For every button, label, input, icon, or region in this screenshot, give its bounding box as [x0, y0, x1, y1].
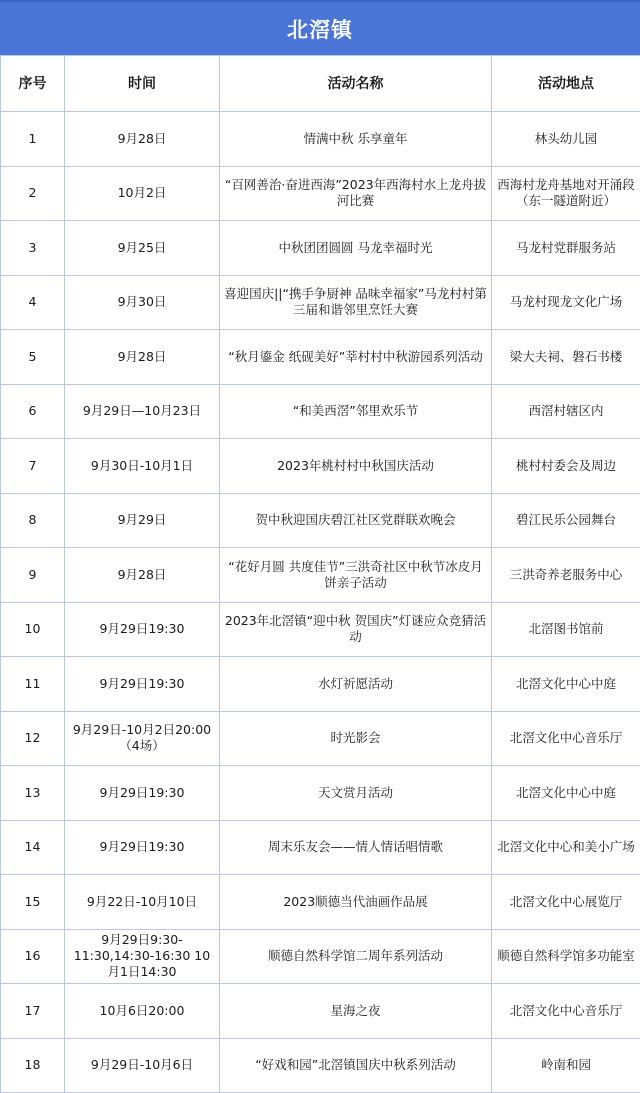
cell-name: 周末乐友会——情人情话唱情歌: [220, 820, 492, 875]
cell-time: 10月2日: [65, 166, 220, 221]
cell-time: 9月25日: [65, 221, 220, 276]
cell-time: 9月22日-10月10日: [65, 875, 220, 930]
table-row: [1, 166, 640, 221]
page-title: 北滘镇: [287, 14, 353, 44]
cell-no: 2: [1, 166, 65, 221]
cell-time: 9月28日: [65, 112, 220, 167]
cell-name: 贺中秋迎国庆碧江社区党群联欢晚会: [220, 493, 492, 548]
cell-no: 17: [1, 984, 65, 1039]
column-header-place: 活动地点: [492, 56, 640, 112]
cell-time: 9月29日—10月23日: [65, 384, 220, 439]
column-header-no: 序号: [1, 56, 65, 112]
cell-no: 15: [1, 875, 65, 930]
cell-place: 碧江民乐公园舞台: [492, 493, 640, 548]
cell-place: 北滘文化中心中庭: [492, 766, 640, 821]
table-row: [1, 548, 640, 603]
cell-time: 9月29日: [65, 493, 220, 548]
cell-no: 16: [1, 929, 65, 984]
cell-place: 三洪奇养老服务中心: [492, 548, 640, 603]
table-row: [1, 275, 640, 330]
cell-name: “花好月圆 共度佳节”三洪奇社区中秋节冰皮月饼亲子活动: [220, 548, 492, 603]
table-row: [1, 1038, 640, 1093]
cell-name: 2023顺德当代油画作品展: [220, 875, 492, 930]
cell-place: 马龙村党群服务站: [492, 221, 640, 276]
table-row: [1, 766, 640, 821]
cell-time: 9月30日-10月1日: [65, 439, 220, 494]
cell-time: 9月29日19:30: [65, 657, 220, 712]
cell-time: 9月29日-10月2日20:00（4场）: [65, 711, 220, 766]
cell-no: 18: [1, 1038, 65, 1093]
cell-time: 9月28日: [65, 548, 220, 603]
cell-time: 9月29日19:30: [65, 820, 220, 875]
cell-no: 12: [1, 711, 65, 766]
cell-time: 9月28日: [65, 330, 220, 385]
activity-table: [0, 55, 640, 1093]
cell-name: 2023年桃村村中秋国庆活动: [220, 439, 492, 494]
cell-place: 北滘文化中心音乐厅: [492, 711, 640, 766]
table-row: [1, 657, 640, 712]
table-row: [1, 929, 640, 984]
cell-time: 9月29日9:30-11:30,14:30-16:30 10月1日14:30: [65, 929, 220, 984]
cell-name: 2023年北滘镇“迎中秋 贺国庆”灯谜应众竞猜活动: [220, 602, 492, 657]
cell-no: 4: [1, 275, 65, 330]
table-row: [1, 384, 640, 439]
cell-name: “秋月鎏金 纸砚美好”莘村村中秋游园系列活动: [220, 330, 492, 385]
cell-name: “好戏和园”北滘镇国庆中秋系列活动: [220, 1038, 492, 1093]
cell-name: 水灯祈愿活动: [220, 657, 492, 712]
table-row: [1, 221, 640, 276]
table-row: [1, 602, 640, 657]
table-row: [1, 820, 640, 875]
cell-place: 北滘图书馆前: [492, 602, 640, 657]
cell-no: 10: [1, 602, 65, 657]
cell-place: 林头幼儿园: [492, 112, 640, 167]
cell-time: 9月29日19:30: [65, 766, 220, 821]
cell-no: 5: [1, 330, 65, 385]
table-row: [1, 984, 640, 1039]
cell-place: 梁大夫祠、磐石书楼: [492, 330, 640, 385]
cell-name: 天文赏月活动: [220, 766, 492, 821]
cell-name: 星海之夜: [220, 984, 492, 1039]
cell-no: 1: [1, 112, 65, 167]
cell-place: 西海村龙舟基地对开涌段（东一隧道附近）: [492, 166, 640, 221]
column-header-time: 时间: [65, 56, 220, 112]
table-row: [1, 493, 640, 548]
page-title-banner: [0, 0, 640, 55]
cell-name: “百网善治·奋进西海”2023年西海村水上龙舟拔河比赛: [220, 166, 492, 221]
cell-place: 顺德自然科学馆多功能室: [492, 929, 640, 984]
cell-time: 10月6日20:00: [65, 984, 220, 1039]
cell-no: 14: [1, 820, 65, 875]
table-row: [1, 439, 640, 494]
cell-name: 喜迎国庆||“携手争厨神 品味幸福家”马龙村村第三届和谐邻里烹饪大赛: [220, 275, 492, 330]
table-row: [1, 112, 640, 167]
cell-time: 9月29日-10月6日: [65, 1038, 220, 1093]
cell-place: 西滘村辖区内: [492, 384, 640, 439]
cell-name: 情满中秋 乐享童年: [220, 112, 492, 167]
cell-no: 13: [1, 766, 65, 821]
cell-name: 中秋团团圆圆 马龙幸福时光: [220, 221, 492, 276]
cell-place: 岭南和园: [492, 1038, 640, 1093]
cell-no: 9: [1, 548, 65, 603]
column-header-name: 活动名称: [220, 56, 492, 112]
cell-time: 9月30日: [65, 275, 220, 330]
cell-name: 时光影会: [220, 711, 492, 766]
cell-place: 桃村村委会及周边: [492, 439, 640, 494]
cell-place: 马龙村现龙文化广场: [492, 275, 640, 330]
table-row: [1, 330, 640, 385]
cell-name: 顺德自然科学馆二周年系列活动: [220, 929, 492, 984]
cell-place: 北滘文化中心和美小广场: [492, 820, 640, 875]
cell-no: 3: [1, 221, 65, 276]
cell-place: 北滘文化中心中庭: [492, 657, 640, 712]
table-row: [1, 875, 640, 930]
cell-name: “和美西滘”邻里欢乐节: [220, 384, 492, 439]
cell-no: 6: [1, 384, 65, 439]
cell-no: 8: [1, 493, 65, 548]
cell-no: 11: [1, 657, 65, 712]
cell-time: 9月29日19:30: [65, 602, 220, 657]
cell-place: 北滘文化中心音乐厅: [492, 984, 640, 1039]
cell-place: 北滘文化中心展览厅: [492, 875, 640, 930]
table-row: [1, 711, 640, 766]
table-header-row: [1, 56, 640, 112]
cell-no: 7: [1, 439, 65, 494]
